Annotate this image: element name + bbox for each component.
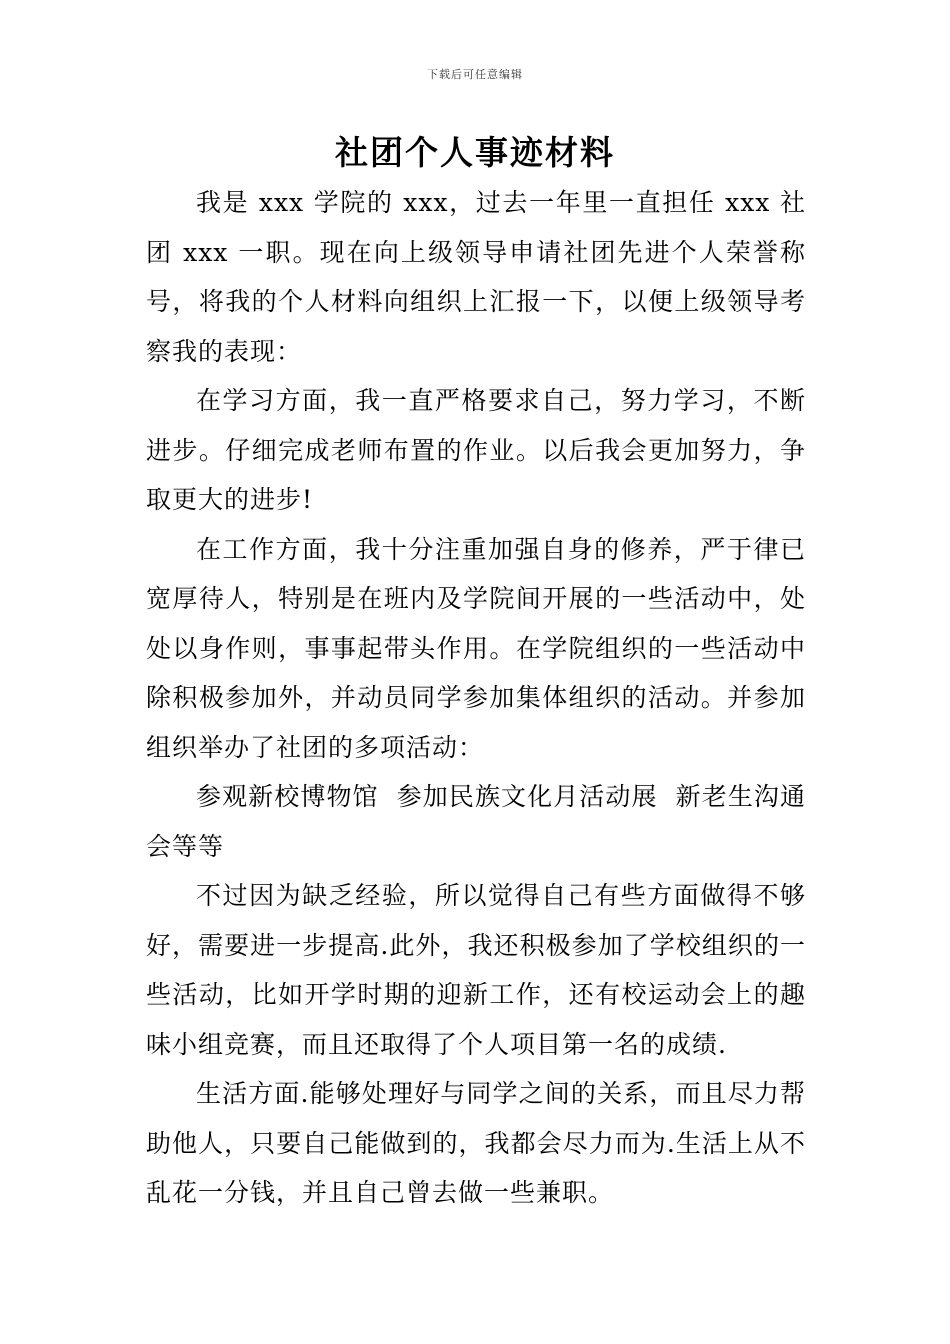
paragraph-intro: 我是 xxx 学院的 xxx，过去一年里一直担任 xxx 社团 xxx 一职。现在向上级领导申请社团先进个人荣誉称号，将我的个人材料向组织上汇报一下，以便上级领导考察我的表现： — [146, 188, 806, 366]
paragraph-life: 生活方面.能够处理好与同学之间的关系，而且尽力帮助他人，只要自己能做到的，我都会尽力而为.生活上从不乱花一分钱，并且自己曾去做一些兼职。 — [146, 1079, 806, 1207]
document-title: 社团个人事迹材料 — [335, 133, 615, 172]
header-note: 下载后可任意编辑 — [427, 68, 523, 81]
paragraph-study: 在学习方面，我一直严格要求自己，努力学习，不断进步。仔细完成老师布置的作业。以后我会更加努力，争取更大的进步! — [146, 386, 806, 514]
paragraph-activities: 参观新校博物馆 参加民族文化月活动展 新老生沟通会等等 — [146, 782, 806, 861]
paragraph-reflection: 不过因为缺乏经验，所以觉得自己有些方面做得不够好，需要进一步提高.此外，我还积极参加了学校组织的一些活动，比如开学时期的迎新工作，还有校运动会上的趣味小组竞赛，而且还取得了个人项目第一名的成绩. — [146, 881, 806, 1059]
paragraph-work: 在工作方面，我十分注重加强自身的修养，严于律已宽厚待人，特别是在班内及学院间开展的一些活动中，处处以身作则，事事起带头作用。在学院组织的一些活动中除积极参加外，并动员同学参加集体组织的活动。并参加组织举办了社团的多项活动： — [146, 534, 806, 762]
document-body — [146, 178, 806, 1218]
